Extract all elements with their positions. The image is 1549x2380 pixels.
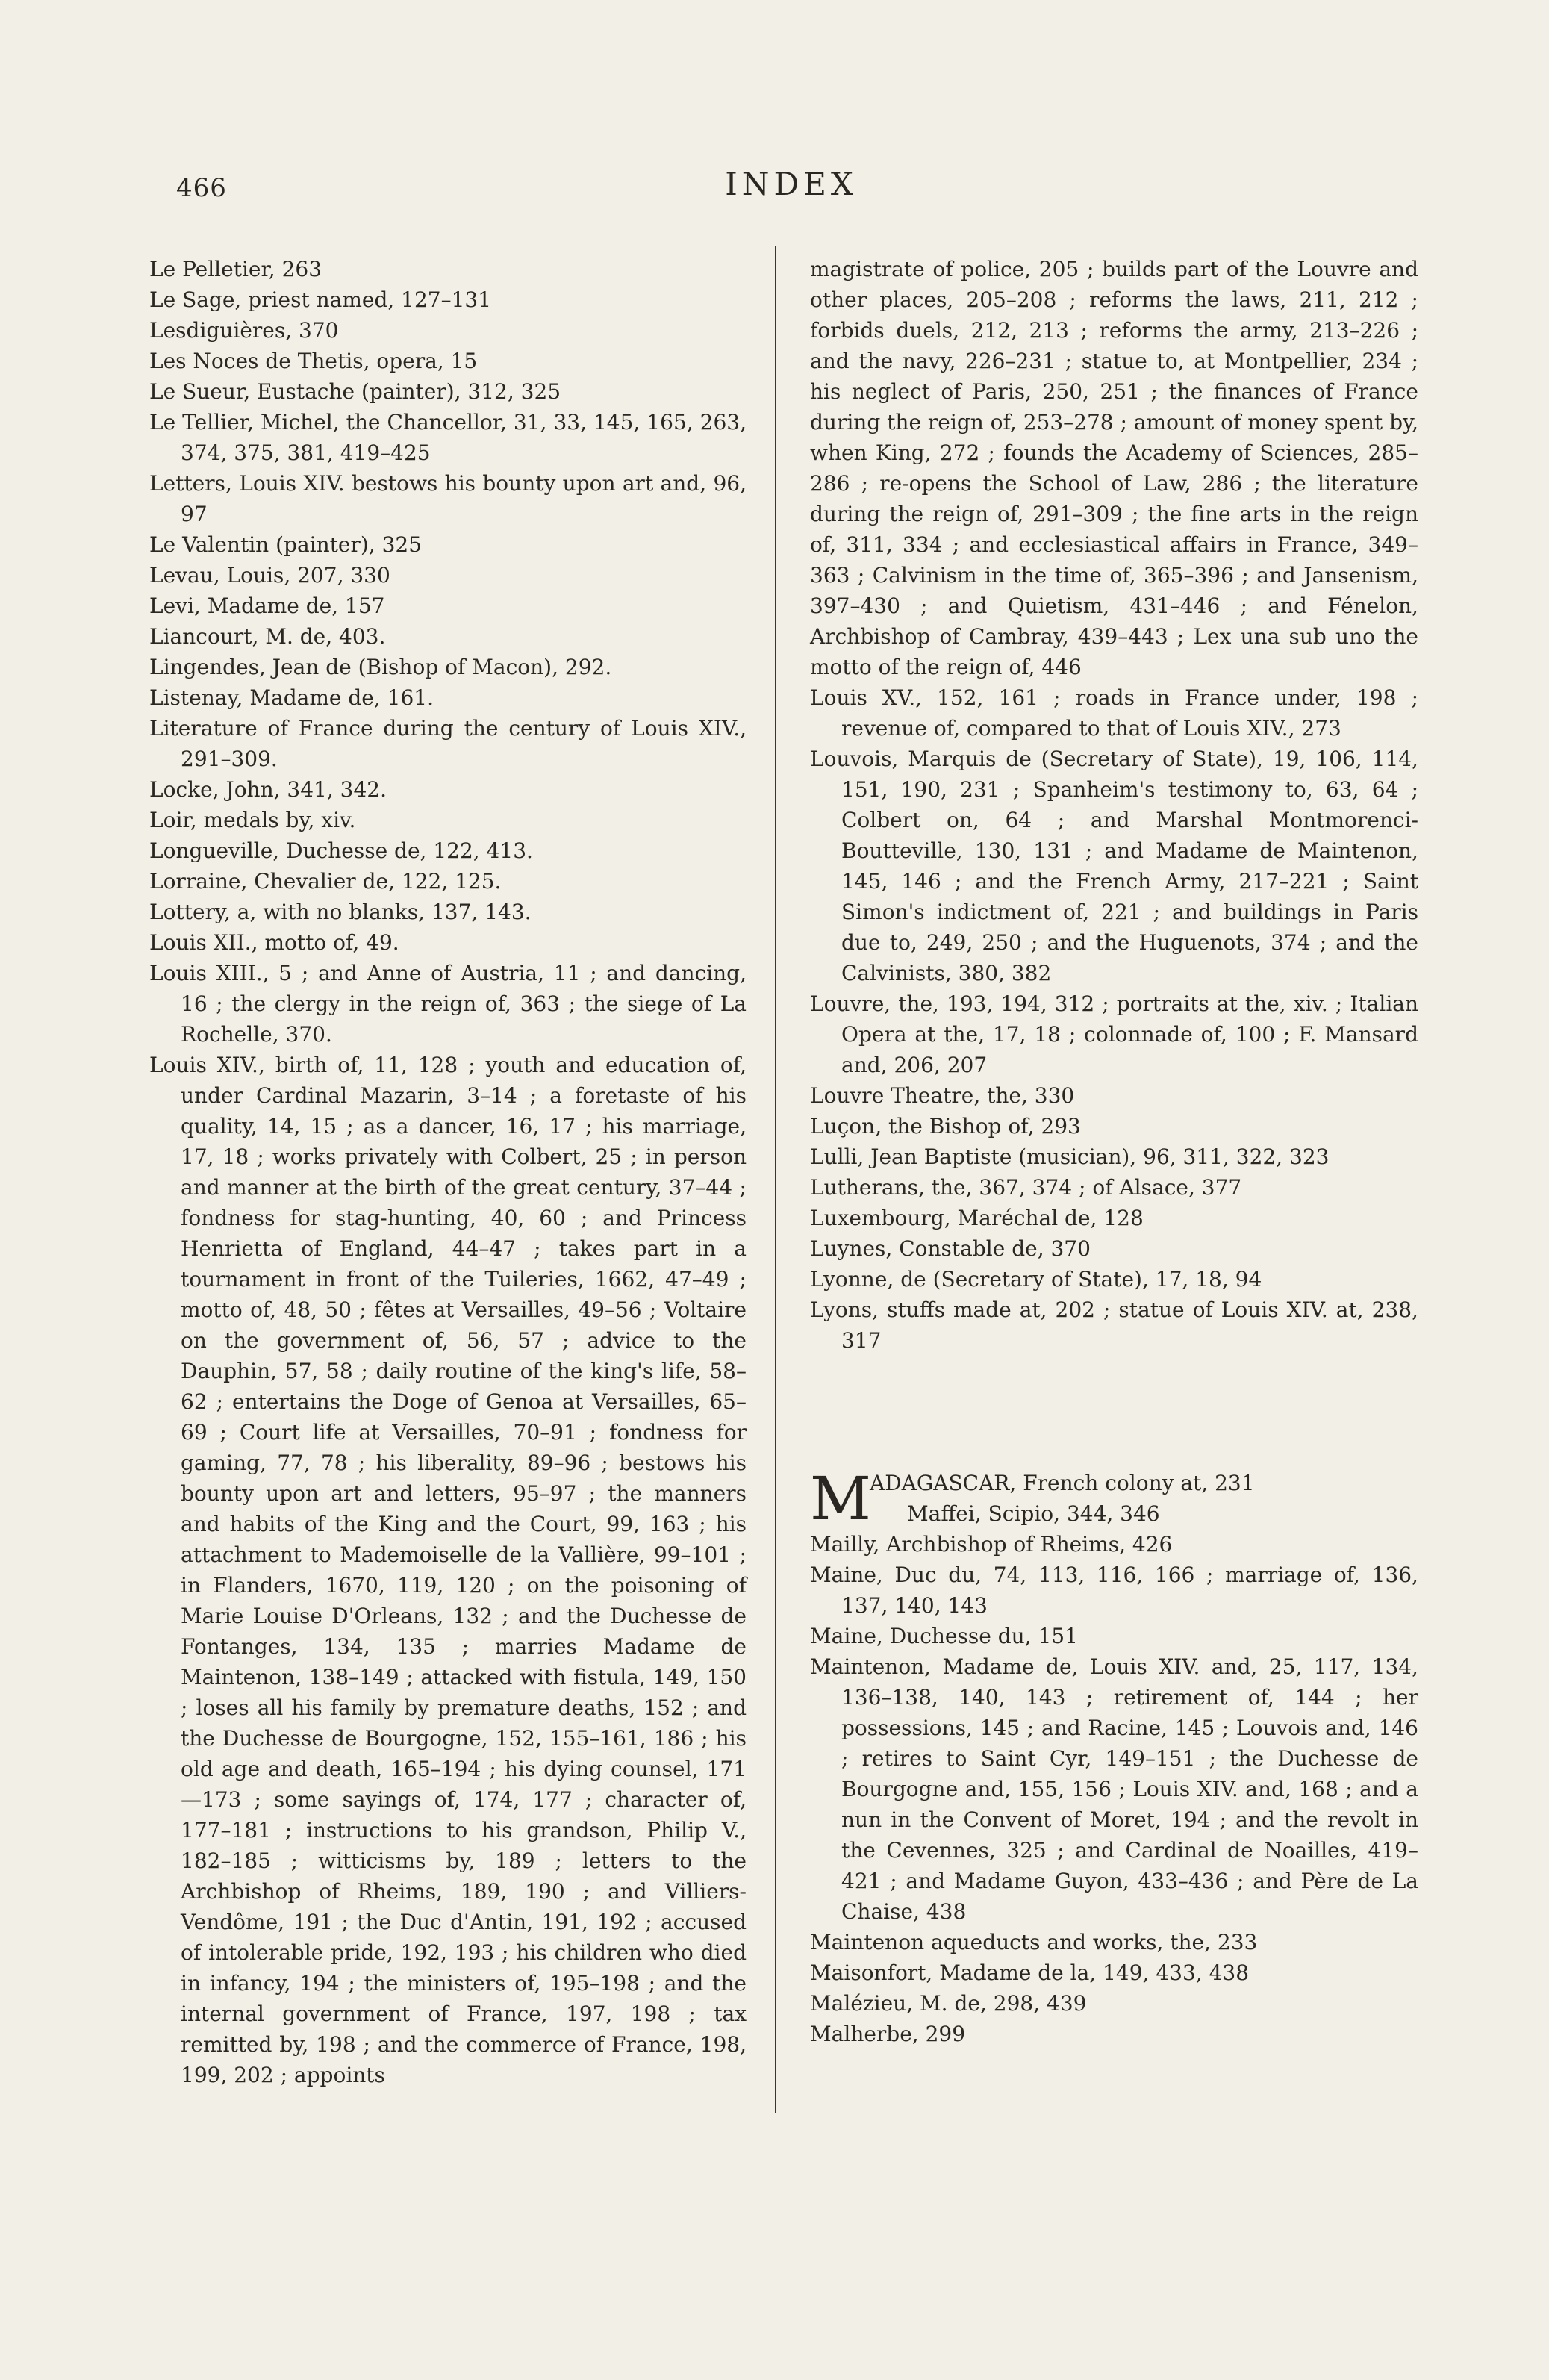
index-entry: Letters, Louis XIV. bestows his bounty upon art and, 96, 97 [149, 471, 747, 526]
index-entry: Le Sueur, Eustache (painter), 312, 325 [149, 379, 561, 404]
drop-cap: M [810, 1464, 871, 1533]
index-entry: Lyonne, de (Secretary of State), 17, 18, 94 [810, 1267, 1262, 1292]
index-entry: Maffei, Scipio, 344, 346 [907, 1501, 1160, 1526]
index-entry: Lulli, Jean Baptiste (musician), 96, 311, 322, 323 [810, 1144, 1330, 1169]
index-entry: Maintenon aqueducts and works, the, 233 [810, 1930, 1258, 1954]
index-entry: Maine, Duc du, 74, 113, 116, 166 ; marriage of, 136, 137, 140, 143 [810, 1563, 1418, 1618]
index-entry: Louvois, Marquis de (Secretary of State), 19, 106, 114, 151, 190, 231 ; Spanheim's testimony to, 63, 64 ; Colbert on, 64 ; and Marshal Montmorenci-Boutteville, 130, 131 ; and Madame de Maintenon, 145, 146 ; and the French Army, 217–221 ; Saint Simon's indictment of, 221 ; and buildings in Paris due to, 249, 250 ; and the Huguenots, 374 ; and the Calvinists, 380, 382 [810, 747, 1418, 985]
index-entry: Levau, Louis, 207, 330 [149, 563, 390, 588]
index-entry: Le Valentin (painter), 325 [149, 532, 423, 557]
index-entry: Liancourt, M. de, 403. [149, 624, 386, 649]
index-entry-continued: magistrate of police, 205 ; builds part of the Louvre and other places, 205–208 ; reforms the laws, 211, 212 ; forbids duels, 212, 213 ; reforms the army, 213–226 ; and the navy, 226–231 ; statue to, at Montpellier, 234 ; his neglect of Paris, 250, 251 ; the finances of France during the reign of, 253–278 ; amount of money spent by, when King, 272 ; founds the Academy of Sciences, 285–286 ; re-opens the School of Law, 286 ; the literature during the reign of, 291–309 ; the fine arts in the reign of, 311, 334 ; and ecclesiastical affairs in France, 349–363 ; Calvinism in the time of, 365–396 ; and Jansenism, 397–430 ; and Quietism, 431–446 ; and Fénelon, Archbishop of Cambray, 439–443 ; Lex una sub uno the motto of the reign of, 446 [810, 257, 1418, 679]
index-entry: Luxembourg, Maréchal de, 128 [810, 1206, 1144, 1230]
index-entry: Maine, Duchesse du, 151 [810, 1624, 1078, 1648]
section-m-opening [810, 1464, 1418, 1533]
index-entry: Le Pelletier, 263 [149, 257, 322, 281]
index-entry: Lingendes, Jean de (Bishop of Macon), 292. [149, 655, 612, 679]
index-entry: Mailly, Archbishop of Rheims, 426 [810, 1532, 1173, 1557]
page-title: INDEX [725, 166, 858, 202]
index-entry: Listenay, Madame de, 161. [149, 685, 434, 710]
page-number: 466 [176, 173, 227, 203]
column-divider [775, 246, 776, 2113]
left-column [149, 254, 747, 2090]
index-entry: Louis XIII., 5 ; and Anne of Austria, 11 ; and dancing, 16 ; the clergy in the reign of, 363 ; the siege of La Rochelle, 370. [149, 961, 747, 1047]
index-entry: Louvre Theatre, the, 330 [810, 1083, 1075, 1108]
index-entry: Lesdiguières, 370 [149, 318, 339, 343]
index-entry: Les Noces de Thetis, opera, 15 [149, 349, 478, 373]
right-column [810, 254, 1418, 2049]
index-entry: Lorraine, Chevalier de, 122, 125. [149, 869, 502, 894]
index-entry: Louis XII., motto of, 49. [149, 930, 399, 955]
index-entry: ADAGASCAR, French colony at, 231 [870, 1471, 1255, 1495]
index-entry: Lutherans, the, 367, 374 ; of Alsace, 377 [810, 1175, 1242, 1200]
index-entry: Lottery, a, with no blanks, 137, 143. [149, 900, 532, 924]
index-entry: Luynes, Constable de, 370 [810, 1236, 1091, 1261]
index-entry: Loir, medals by, xiv. [149, 808, 356, 832]
section-gap [810, 1356, 1418, 1468]
index-entry: Maintenon, Madame de, Louis XIV. and, 25, 117, 134, 136–138, 140, 143 ; retirement of, 144 ; her possessions, 145 ; and Racine, 145 ; Louvois and, 146 ; retires to Saint Cyr, 149–151 ; the Duchesse de Bourgogne and, 155, 156 ; Louis XIV. and, 168 ; and a nun in the Convent of Moret, 194 ; and the revolt in the Cevennes, 325 ; and Cardinal de Noailles, 419–421 ; and Madame Guyon, 433–436 ; and Père de La Chaise, 438 [810, 1654, 1418, 1924]
index-entry: Lyons, stuffs made at, 202 ; statue of Louis XIV. at, 238, 317 [810, 1298, 1418, 1353]
index-entry: Maisonfort, Madame de la, 149, 433, 438 [810, 1960, 1250, 1985]
index-entry: Luçon, the Bishop of, 293 [810, 1114, 1081, 1138]
index-entry: Louis XIV., birth of, 11, 128 ; youth and education of, under Cardinal Mazarin, 3–14 ; a foretaste of his quality, 14, 15 ; as a dancer, 16, 17 ; his marriage, 17, 18 ; works privately with Colbert, 25 ; in person and manner at the birth of the great century, 37–44 ; fondness for stag-hunting, 40, 60 ; and Princess Henrietta of England, 44–47 ; takes part in a tournament in front of the Tuileries, 1662, 47–49 ; motto of, 48, 50 ; fêtes at Versailles, 49–56 ; Voltaire on the government of, 56, 57 ; advice to the Dauphin, 57, 58 ; daily routine of the king's life, 58–62 ; entertains the Doge of Genoa at Versailles, 65–69 ; Court life at Versailles, 70–91 ; fondness for gaming, 77, 78 ; his liberality, 89–96 ; bestows his bounty upon art and letters, 95–97 ; the manners and habits of the King and the Court, 99, 163 ; his attachment to Mademoiselle de la Vallière, 99–101 ; in Flanders, 1670, 119, 120 ; on the poisoning of Marie Louise D'Orleans, 132 ; and the Duchesse de Fontanges, 134, 135 ; marries Madame de Maintenon, 138–149 ; attacked with fistula, 149, 150 ; loses all his family by premature deaths, 152 ; and the Duchesse de Bourgogne, 152, 155–161, 186 ; his old age and death, 165–194 ; his dying counsel, 171—173 ; some sayings of, 174, 177 ; character of, 177–181 ; instructions to his grandson, Philip V., 182–185 ; witticisms by, 189 ; letters to the Archbishop of Rheims, 189, 190 ; and Villiers-Vendôme, 191 ; the Duc d'Antin, 191, 192 ; accused of intolerable pride, 192, 193 ; his children who died in infancy, 194 ; the ministers of, 195–198 ; and the internal government of France, 197, 198 ; tax remitted by, 198 ; and the commerce of France, 198, 199, 202 ; appoints [149, 1053, 747, 2087]
index-entry: Malherbe, 299 [810, 2022, 966, 2046]
index-entry: Le Sage, priest named, 127–131 [149, 287, 492, 312]
index-entry: Levi, Madame de, 157 [149, 594, 385, 618]
index-entry: Le Tellier, Michel, the Chancellor, 31, 33, 145, 165, 263, 374, 375, 381, 419–425 [149, 410, 747, 465]
index-entry: Malézieu, M. de, 298, 439 [810, 1991, 1087, 2016]
index-entry: Louis XV., 152, 161 ; roads in France under, 198 ; revenue of, compared to that of Louis XIV., 273 [810, 685, 1418, 741]
index-entry: Locke, John, 341, 342. [149, 777, 387, 802]
index-entry: Longueville, Duchesse de, 122, 413. [149, 838, 533, 863]
index-entry: Louvre, the, 193, 194, 312 ; portraits at the, xiv. ; Italian Opera at the, 17, 18 ; colonnade of, 100 ; F. Mansard and, 206, 207 [810, 991, 1418, 1077]
index-entry: Literature of France during the century of Louis XIV., 291–309. [149, 716, 747, 771]
